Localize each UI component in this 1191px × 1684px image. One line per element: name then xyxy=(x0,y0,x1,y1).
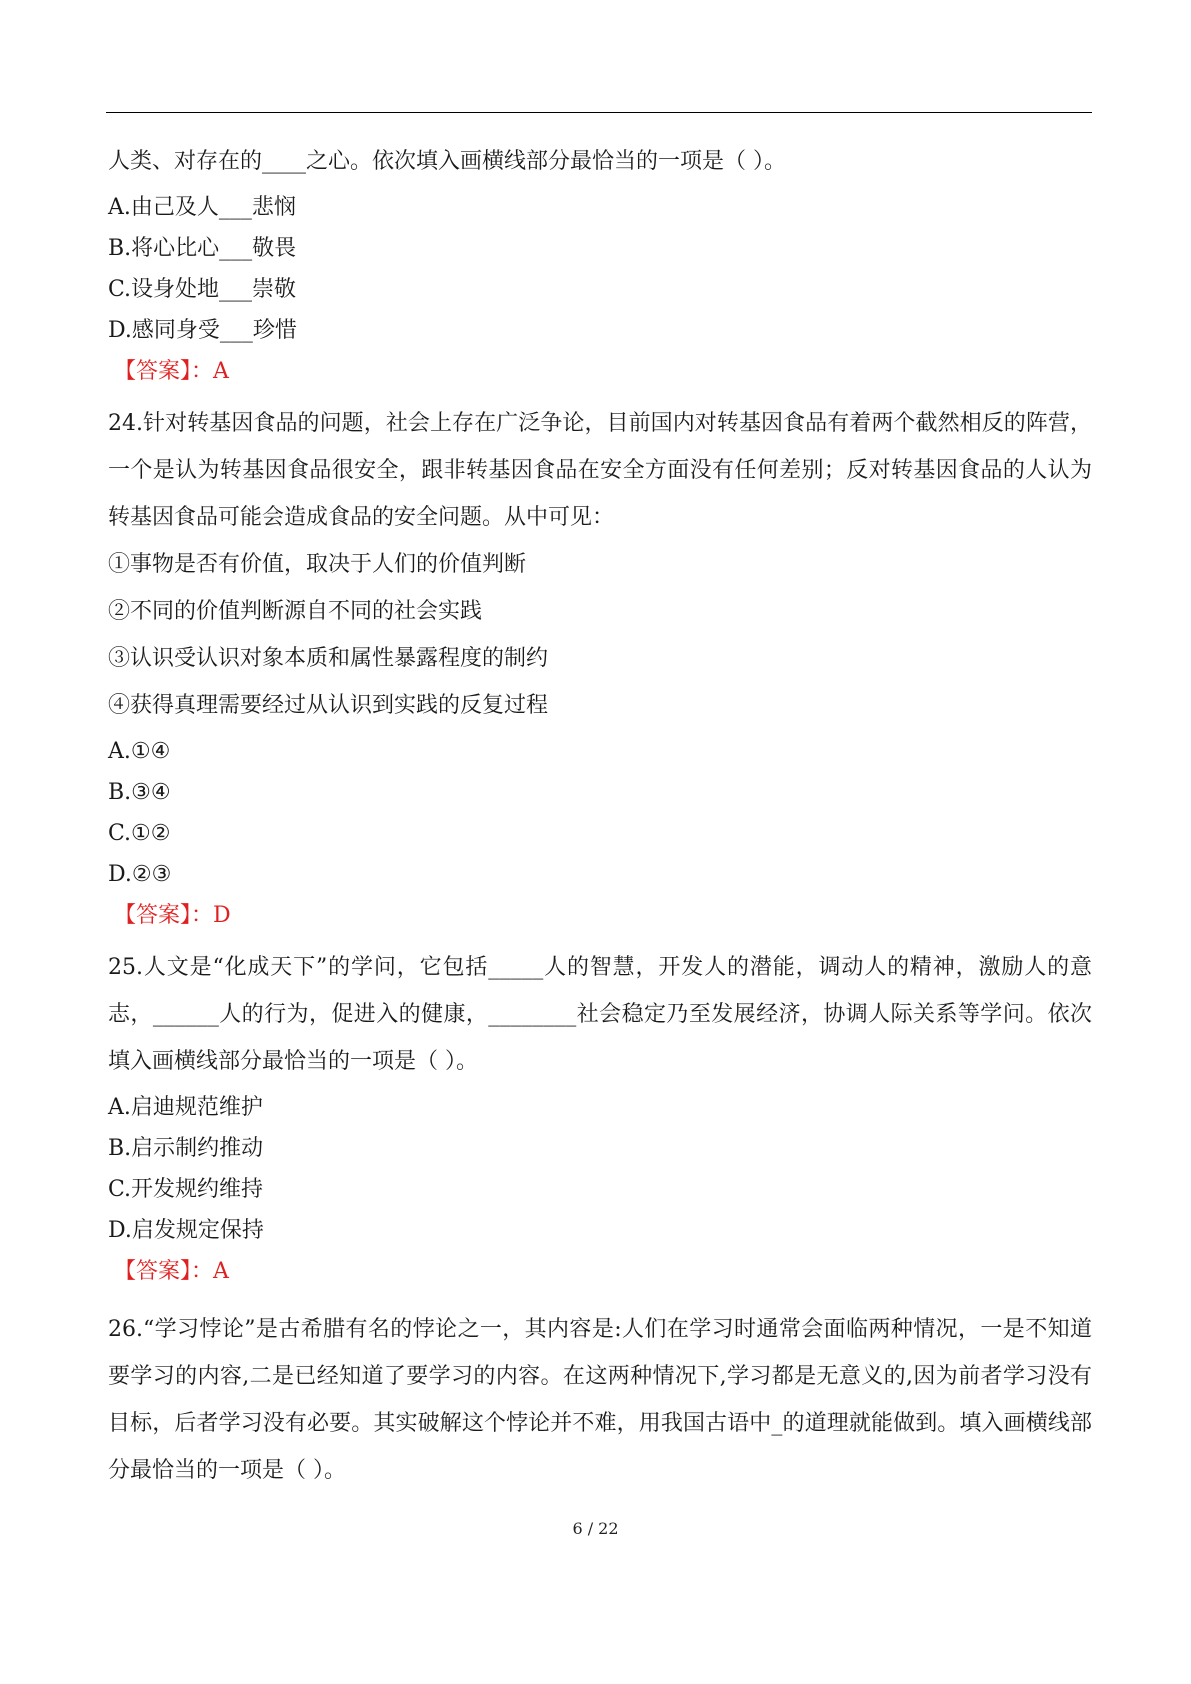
option-c: C.①② xyxy=(108,821,171,846)
question-23-continuation: 人类、对存在的____之心。依次填入画横线部分最恰当的一项是（ ）。 xyxy=(108,149,786,174)
option-c: C.开发规约维持 xyxy=(108,1177,264,1202)
option-b: B.启示制约推动 xyxy=(108,1136,264,1161)
question-24-answer: 【答案】：D xyxy=(114,903,231,928)
statement-4: ④获得真理需要经过从认识到实践的反复过程 xyxy=(108,693,549,718)
question-23-answer: 【答案】：A xyxy=(114,359,229,384)
statement-1: ①事物是否有价值，取决于人们的价值判断 xyxy=(108,552,527,577)
page-content xyxy=(108,138,1092,1494)
question-26-stem: 26.“学习悖论”是古希腊有名的悖论之一，其内容是:人们在学习时通常会面临两种情况，一是不知道要学习的内容,二是已经知道了要学习的内容。在这两种情况下,学习都是无意义的,因为前者学习没有目标，后者学习没有必要。其实破解这个悖论并不难，用我国古语中_的道理就能做到。填入画横线部分最恰当的一项是（ ）。 xyxy=(108,1317,1092,1483)
question-25-stem: 25.人文是“化成天下”的学问，它包括_____人的智慧，开发人的潜能，调动人的精神，激励人的意志，______人的行为，促进入的健康，________社会稳定乃至发展经济，协调人际关系等学问。依次填入画横线部分最恰当的一项是（ ）。 xyxy=(108,955,1092,1074)
question-24-stem: 24.针对转基因食品的问题，社会上存在广泛争论，目前国内对转基因食品有着两个截然相反的阵营，一个是认为转基因食品很安全，跟非转基因食品在安全方面没有任何差别；反对转基因食品的人认为转基因食品可能会造成食品的安全问题。从中可见： xyxy=(108,411,1092,530)
option-b: B.将心比心___敬畏 xyxy=(108,236,297,261)
question-24-statements xyxy=(108,541,1092,729)
question-25-options xyxy=(108,1087,1092,1251)
question-24-options xyxy=(108,731,1092,895)
option-a: A.由己及人___悲悯 xyxy=(108,195,296,220)
option-d: D.感同身受___珍惜 xyxy=(108,318,297,343)
question-23-options xyxy=(108,187,1092,351)
statement-3: ③认识受认识对象本质和属性暴露程度的制约 xyxy=(108,646,549,671)
option-c: C.设身处地___崇敬 xyxy=(108,277,297,302)
option-a: A.①④ xyxy=(108,739,171,764)
option-d: D.启发规定保持 xyxy=(108,1218,264,1243)
option-d: D.②③ xyxy=(108,862,172,887)
statement-2: ②不同的价值判断源自不同的社会实践 xyxy=(108,599,483,624)
page-number: 6 / 22 xyxy=(572,1519,619,1538)
option-a: A.启迪规范维护 xyxy=(108,1095,263,1120)
option-b: B.③④ xyxy=(108,780,171,805)
header-rule xyxy=(106,112,1092,113)
question-25-answer: 【答案】：A xyxy=(114,1259,229,1284)
